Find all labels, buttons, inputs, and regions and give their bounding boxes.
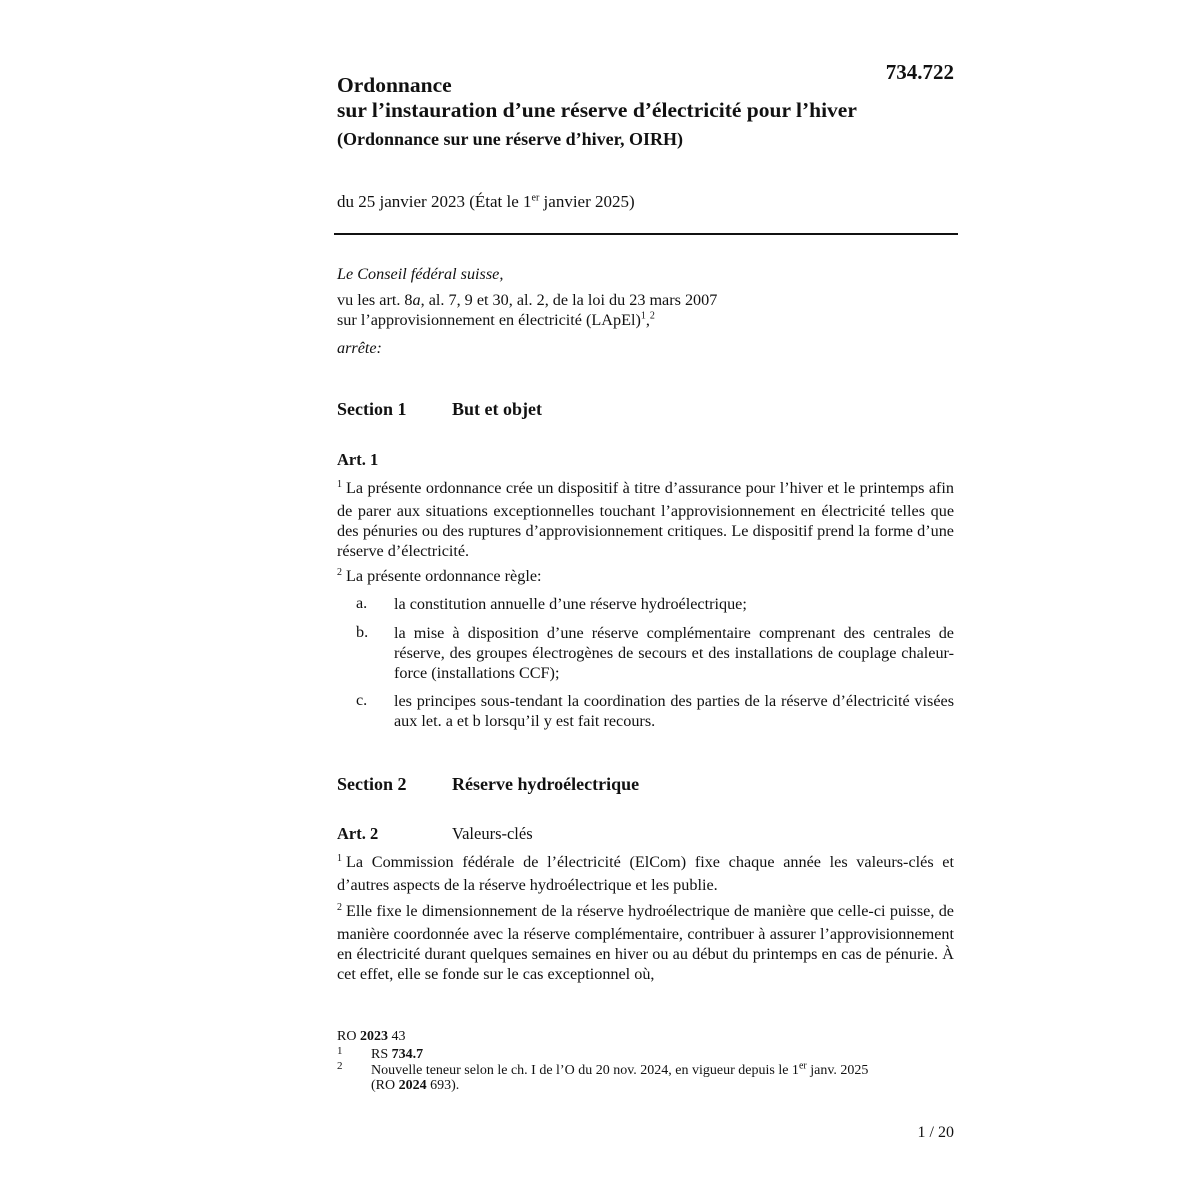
- preamble-arrete: arrête:: [337, 339, 382, 357]
- title-line-1: Ordonnance: [337, 73, 452, 97]
- section-2-number: Section 2: [337, 774, 407, 794]
- article-2-paragraph-1: $^1$ La Commission fédérale de l’électricité (ElCom) fixe chaque année les valeurs-clés et d’autres aspects de la réserve hydroélectrique et les publie.: [337, 853, 954, 894]
- document-title: [337, 73, 954, 123]
- list-item-letter: b.: [356, 623, 369, 641]
- preamble-authority: Le Conseil fédéral suisse,: [337, 265, 504, 283]
- article-2-label: Art. 2: [337, 824, 379, 843]
- footnote-1: RS 734.7: [371, 1047, 424, 1062]
- list-item: la mise à disposition d’une réserve complémentaire comprenant des centrales de réserve, des groupes électrogènes de secours et des installations de couplage chaleur-force (installations CCF);: [394, 624, 954, 682]
- ro-reference: RO 2023 43: [337, 1029, 406, 1044]
- section-1-number: Section 1: [337, 399, 407, 419]
- sr-number: 734.722: [885, 60, 954, 84]
- section-2-heading: [337, 774, 954, 795]
- list-item-letter: a.: [356, 594, 368, 612]
- section-2-title: Réserve hydroélectrique: [452, 774, 640, 794]
- section-1-title: But et objet: [452, 399, 542, 419]
- page-number: 1 / 20: [917, 1124, 954, 1141]
- header-divider: [334, 233, 958, 235]
- title-line-2: sur l’instauration d’une réserve d’électricité pour l’hiver: [337, 98, 857, 122]
- footnote-2-mark: 2: [337, 1060, 343, 1072]
- footnote-2: Nouvelle teneur selon le ch. I de l’O du 20 nov. 2024, en vigueur depuis le 1er janv. 2025 (RO 2024 693).: [371, 1060, 869, 1093]
- list-item: les principes sous-tendant la coordination des parties de la réserve d’électricité visées aux let. a et b lorsqu’il y est fait recours.: [394, 692, 954, 730]
- document-subtitle: (Ordonnance sur une réserve d’hiver, OIRH): [337, 129, 683, 149]
- article-2-title: Valeurs-clés: [452, 824, 533, 843]
- article-2-paragraph-2: $^2$ Elle fixe le dimensionnement de la réserve hydroélectrique de manière que celle-ci puisse, de manière coordonnée avec la réserve complémentaire, contribuer à assurer l’approvisionnement en électricité durant quelques semaines en hiver ou au début du printemps en cas de pénurie. À cet effet, elle se fonde sur le cas exceptionnel où,: [337, 902, 954, 983]
- footnote-ref-2[interactable]: 2: [649, 310, 655, 322]
- document-date: du 25 janvier 2023 (État le 1er janvier 2025): [337, 192, 635, 211]
- footnote-1-mark: 1: [337, 1045, 343, 1057]
- article-1-paragraph-2: $^2$ La présente ordonnance règle:: [337, 567, 542, 585]
- article-1-paragraph-1: $^1$ La présente ordonnance crée un dispositif à titre d’assurance pour l’hiver et le printemps afin de parer aux situations exceptionnelles touchant l’approvisionnement en électricité telles que des pénuries ou des ruptures d’approvisionnement critiques. Le dispositif prend la forme d’une réserve d’électricité.: [337, 479, 954, 560]
- section-1-heading: [337, 399, 954, 420]
- list-item-letter: c.: [356, 691, 368, 709]
- footnote-ref-1[interactable]: 1: [640, 310, 646, 322]
- preamble-vu: vu les art. 8a, al. 7, 9 et 30, al. 2, de la loi du 23 mars 2007 sur l’approvisionnement en électricité (LApEl)$^1$,$^2$: [337, 291, 718, 329]
- list-item: la constitution annuelle d’une réserve hydroélectrique;: [394, 595, 747, 613]
- article-1-label: Art. 1: [337, 450, 379, 469]
